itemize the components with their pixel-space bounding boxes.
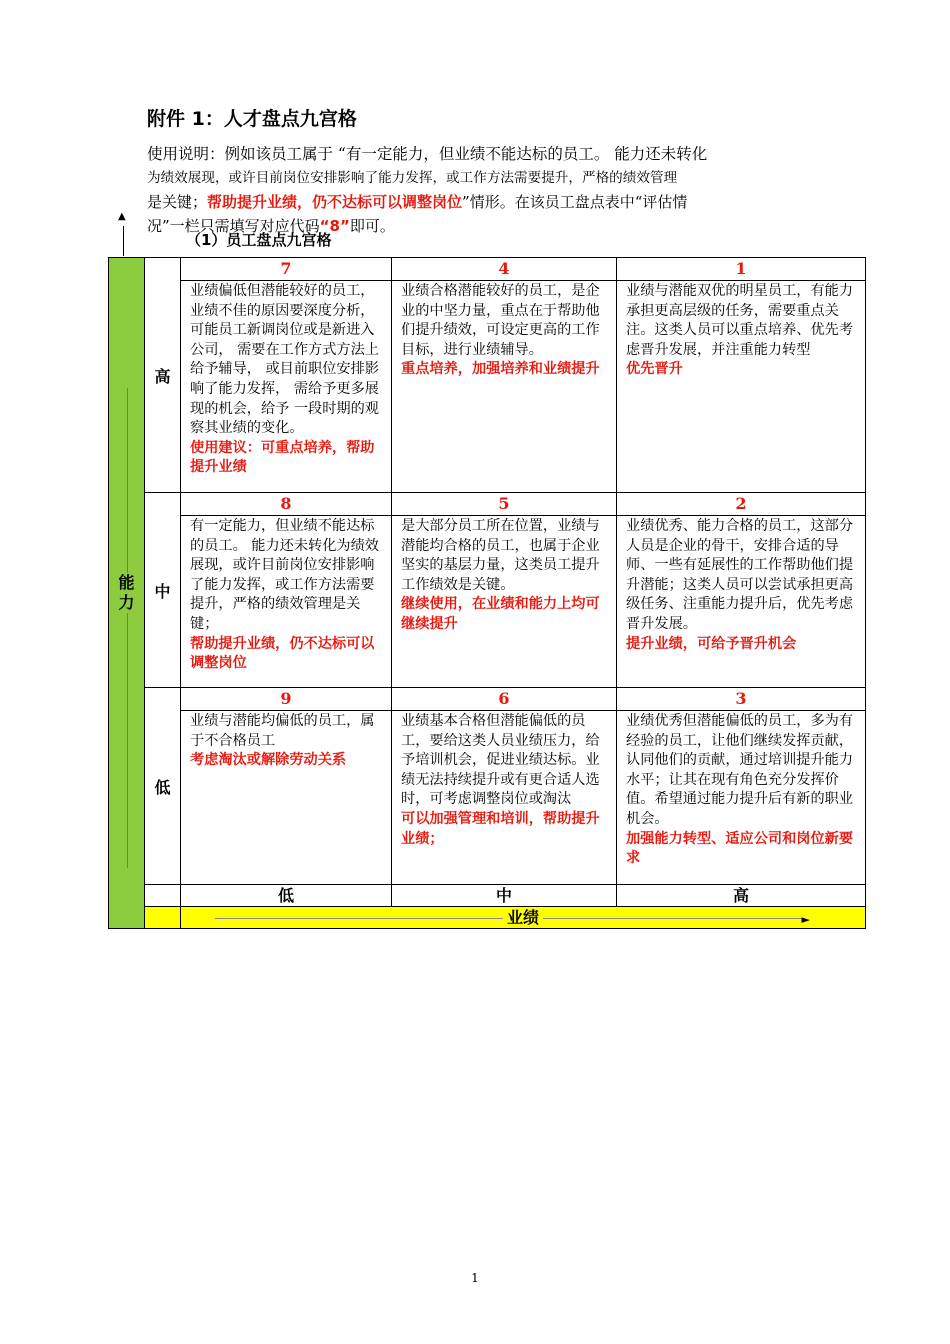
intro-line-4-prefix: 况”一栏只需填写对应代码	[147, 217, 320, 235]
cell-advice: 帮助提升业绩，仍不达标可以调整岗位	[190, 635, 375, 672]
intro-line-4-suffix: 即可。	[349, 217, 395, 235]
performance-axis-corner	[145, 907, 181, 929]
grid-cell-6	[392, 688, 617, 885]
intro-line-3	[147, 190, 807, 214]
cell-code: 9	[181, 688, 391, 711]
cell-description	[392, 281, 616, 380]
cell-description	[617, 711, 865, 869]
cell-desc-text: 业绩与潜能双优的明星员工，有能力承担更高层级的任务，需要重点关注。这类人员可以重点培养、优先考虑晋升发展，并注重能力转型	[626, 283, 854, 358]
page-number: 1	[471, 1271, 479, 1285]
ability-axis-guide	[127, 388, 128, 868]
cell-desc-text: 有一定能力，但业绩不能达标的员工。 能力还未转化为绩效展现，或许目前岗位安排影响了能力发挥，或工作方法需要提升，严格的绩效管理是关键；	[190, 518, 379, 632]
cell-code: 8	[181, 493, 391, 516]
nine-box-grid	[108, 257, 866, 929]
ability-label: 能力	[118, 573, 135, 612]
cell-desc-text: 是大部分员工所在位置，业绩与潜能均合格的员工，也属于企业坚实的基层力量，这类员工提升工作绩效是关键。	[401, 518, 600, 593]
cell-advice: 重点培养，加强培养和业绩提升	[401, 361, 600, 378]
performance-level-low: 低	[181, 885, 392, 907]
intro-line-1: 使用说明：例如该员工属于 “有一定能力，但业绩不能达标的员工。 能力还未转化	[147, 145, 708, 163]
performance-label: 业绩	[503, 908, 543, 927]
ability-level-high: 高	[145, 258, 181, 493]
ability-axis	[109, 258, 145, 929]
cell-desc-text: 业绩与潜能均偏低的员工，属于不合格员工	[190, 713, 375, 749]
grid-row-high	[109, 258, 866, 493]
grid-cell-9	[181, 688, 392, 885]
cell-description	[617, 281, 865, 380]
cell-code: 5	[392, 493, 616, 516]
cell-advice: 加强能力转型、适应公司和岗位新要求	[626, 830, 854, 867]
usage-instructions	[147, 142, 807, 238]
performance-level-high: 高	[617, 885, 866, 907]
performance-level-row	[109, 885, 866, 907]
section-subtitle: （1）员工盘点九宫格	[186, 231, 332, 249]
performance-level-mid: 中	[392, 885, 617, 907]
cell-desc-text: 业绩优秀但潜能偏低的员工，多为有经验的员工，让他们继续发挥贡献，认同他们的贡献，通过培训提升能力水平；让其在现有角色充分发挥价值。希望通过能力提升后有新的职业机会。	[626, 713, 854, 827]
grid-cell-5	[392, 493, 617, 688]
cell-advice: 可以加强管理和培训，帮助提升业绩；	[401, 810, 600, 847]
performance-axis	[181, 907, 866, 929]
cell-desc-text: 业绩优秀、能力合格的员工，这部分人员是企业的骨干，安排合适的导师、一些有延展性的工作帮助他们提升潜能；这类人员可以尝试承担更高级任务、注重能力提升后，优先考虑晋升发展。	[626, 518, 854, 632]
cell-code: 7	[181, 258, 391, 281]
cell-code: 3	[617, 688, 865, 711]
grid-row-low	[109, 688, 866, 885]
cell-description	[617, 516, 865, 654]
grid-row-mid	[109, 493, 866, 688]
cell-advice: 考虑淘汰或解除劳动关系	[190, 752, 347, 769]
cell-advice: 使用建议：可重点培养，帮助提升业绩	[190, 439, 375, 476]
page-title: 附件 1：人才盘点九宫格	[147, 108, 357, 130]
intro-line-2: 为绩效展现，或许目前岗位安排影响了能力发挥，或工作方法需要提升，严格的绩效管理	[147, 170, 678, 186]
intro-line-3-suffix: ”情形。在该员工盘点表中“评估情	[462, 193, 688, 211]
intro-code-highlight: “8”	[319, 217, 350, 235]
grid-cell-8	[181, 493, 392, 688]
cell-desc-text: 业绩合格潜能较好的员工，是企业的中坚力量，重点在于帮助他们提升绩效，可设定更高的工作目标，进行业绩辅导。	[401, 283, 600, 358]
grid-cell-2	[617, 493, 866, 688]
grid-cell-3	[617, 688, 866, 885]
grid-cell-1	[617, 258, 866, 493]
cell-desc-text: 业绩偏低但潜能较好的员工，业绩不佳的原因要深度分析，可能员工新调岗位或是新进入公司， 需要在工作方式方法上给予辅导， 或目前职位安排影响了能力发挥， 需给予更多展现的机会，给予 一段时期的观察其业绩的变化。	[190, 283, 379, 437]
axis-corner	[145, 885, 181, 907]
cell-code: 2	[617, 493, 865, 516]
cell-description	[181, 281, 391, 478]
ability-level-mid: 中	[145, 493, 181, 688]
grid-cell-4	[392, 258, 617, 493]
cell-advice: 优先晋升	[626, 361, 683, 378]
cell-code: 4	[392, 258, 616, 281]
arrow-right-icon: ►	[801, 913, 810, 926]
cell-description	[392, 516, 616, 635]
grid-cell-7	[181, 258, 392, 493]
ability-level-low: 低	[145, 688, 181, 885]
ability-axis-line	[123, 226, 124, 256]
cell-desc-text: 业绩基本合格但潜能偏低的员工，要给这类人员业绩压力，给予培训机会，促进业绩达标。业绩无法持续提升或有更合适人选时，可考虑调整岗位或淘汰	[401, 713, 600, 808]
cell-advice: 继续使用，在业绩和能力上均可继续提升	[401, 596, 600, 632]
ability-arrow-up-icon: ▲	[118, 211, 126, 222]
cell-description	[181, 516, 391, 674]
cell-description	[392, 711, 616, 849]
cell-advice: 提升业绩，可给予晋升机会	[626, 635, 797, 652]
cell-code: 1	[617, 258, 865, 281]
cell-description	[181, 711, 391, 771]
performance-axis-row	[109, 907, 866, 929]
intro-highlight: 帮助提升业绩，仍不达标可以调整岗位	[207, 193, 463, 211]
intro-line-3-prefix: 是关键；	[147, 193, 208, 211]
cell-code: 6	[392, 688, 616, 711]
